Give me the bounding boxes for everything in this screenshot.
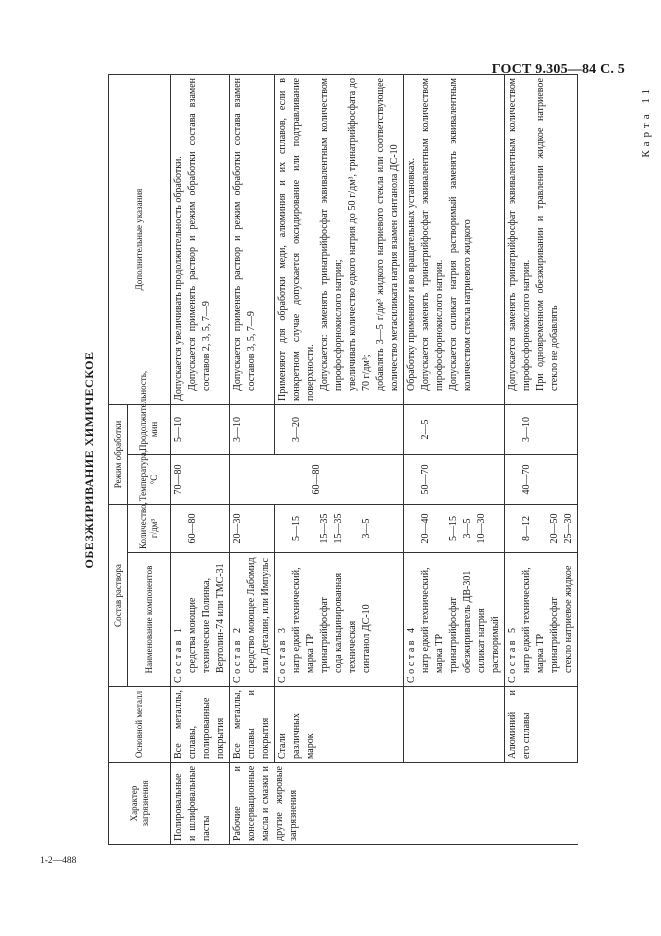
cell-metal	[404, 687, 505, 763]
rotated-page-content	[72, 75, 652, 845]
quantity: 10—30	[476, 513, 487, 544]
quantity: 15—35	[333, 513, 344, 544]
cell-quantity	[404, 505, 505, 553]
component: сода кальцинированная техническая	[333, 572, 358, 673]
component: средства моющие технические Полинка, Вертолин-74 или ТМС-31	[187, 563, 226, 673]
note: добавлять 3—5 г/дм³ жидкого натриевого стекла или соответствующее количество метасиликата натрия взамен синтанола ДС-10	[375, 78, 400, 391]
cell-notes	[505, 75, 578, 405]
cell-quantity	[275, 505, 404, 553]
col-metal: Основной металл	[109, 687, 171, 763]
cell-quantity	[230, 505, 275, 553]
note: Применяют для обработки меди, алюминия и их сплавов, если в конкретном случае допускается оксидирование или подтравливание поверхности.	[277, 78, 316, 401]
component: тринатрийфосфат	[319, 597, 330, 673]
table-title: ОБЕЗЖИРИВАНИЕ ХИМИЧЕСКОЕ	[82, 351, 96, 569]
component: средство моющее Лабомид или Деталин, или Импульс	[246, 557, 271, 673]
note: Допускается заменять тринатрийфосфат эквивалентным количеством пирофосфорнокислого натрия.	[420, 78, 445, 391]
note: Допускается увеличивать продолжительность обработки.	[173, 156, 184, 401]
page-header: ГОСТ 9.305—84 С. 5	[491, 62, 625, 77]
table-row	[230, 75, 275, 845]
cell-contamination: Полировальные и шлифовальные пасты	[171, 763, 230, 845]
quantity: 8—12	[521, 516, 532, 541]
component: тринатрийфосфат	[448, 597, 459, 673]
col-solution: Состав раствора	[109, 505, 128, 687]
component: синтанол ДС-10	[361, 604, 372, 673]
cell-notes	[171, 75, 230, 405]
col-temperature: Температура, °С	[128, 455, 171, 505]
quantity: 25—30	[563, 513, 574, 544]
cell-metal: Все металлы, сплавы, полированные покрытия	[171, 687, 230, 763]
cell-quantity	[171, 505, 230, 553]
note: Допускается применять раствор и режим обработки состава взамен составов 3, 5, 7—9	[232, 78, 257, 391]
col-mode: Режим обработки	[109, 405, 128, 505]
component: натр едкий технический, марка ТР	[291, 567, 316, 673]
table-row	[505, 75, 578, 845]
card-label: Карта 11	[640, 85, 652, 158]
note: Допускается применять раствор и режим обработки состава взамен составов 2, 3, 5, 7—9	[187, 78, 212, 391]
component: обезжириватель ДВ-301	[462, 570, 473, 673]
col-component: Наименование компонентов	[128, 553, 171, 687]
page-footer: 1-2—488	[40, 856, 77, 866]
table-row	[404, 75, 505, 845]
quantity: 3—5	[462, 518, 473, 539]
note: Допускается силикат натрия растворимый заменять эквивалентным количеством стекла натриевого жидкого	[448, 78, 473, 391]
cell-composition	[275, 553, 404, 687]
note: При одновременном обезжиривании и травлении жидкое натриевое стекло не добавлять	[535, 78, 560, 391]
component: натр едкий технический, марка ТР	[521, 567, 546, 673]
quantity: 3—5	[361, 518, 372, 539]
quantity: 20—50	[549, 513, 560, 544]
composition-title: Состав 1	[173, 625, 184, 683]
composition-title: Состав 4	[406, 625, 417, 683]
col-notes: Дополнительные указания	[109, 75, 171, 405]
cell-notes	[404, 75, 505, 405]
note: Обработку применяют и во вращательных установках.	[406, 158, 417, 391]
cell-notes	[230, 75, 275, 405]
quantity: 5—15	[291, 516, 302, 541]
quantity: 15—35	[319, 513, 330, 544]
quantity: 20—40	[420, 513, 431, 544]
col-quantity: Количество, г/дм³	[128, 505, 171, 553]
component: силикат натрия растворимый	[476, 608, 501, 673]
cell-duration: 3—10	[505, 405, 578, 455]
cell-temperature: 40—70	[505, 455, 578, 505]
col-contamination: Характер загрязнения	[109, 763, 171, 845]
cell-duration: 5—10	[171, 405, 230, 455]
cell-composition	[505, 553, 578, 687]
cell-temperature: 50—70	[404, 455, 505, 505]
cell-composition	[230, 553, 275, 687]
cell-metal: Все металлы, сплавы и покрытия	[230, 687, 275, 763]
cell-metal: Стали различных марок	[275, 687, 404, 763]
composition-title: Состав 3	[277, 625, 288, 683]
cell-duration: 3—20	[275, 405, 404, 455]
note: Допускается заменять тринатрийфосфат эквивалентным количеством пирофосфорнокислого натрия.	[507, 78, 532, 391]
composition-title: Состав 5	[507, 625, 518, 683]
quantity: 20—30	[232, 513, 243, 544]
quantity: 5—15	[448, 516, 459, 541]
cell-duration: 3—10	[230, 405, 275, 455]
cell-composition	[404, 553, 505, 687]
component: натр едкий технический, марка ТР	[420, 567, 445, 673]
cell-quantity	[505, 505, 578, 553]
cell-composition	[171, 553, 230, 687]
col-duration: Продолжительность, мин	[128, 405, 171, 455]
cell-contamination: Рабочие и консервационные масла и смазки и другие жировые загрязнения	[230, 763, 578, 845]
component: стекло натриевое жидкое	[563, 565, 574, 673]
cell-notes	[275, 75, 404, 405]
note: увеличивать количество едкого натрия до 50 г/дм³, тринатрийфосфата до 70 г/дм³;	[347, 78, 372, 391]
cell-temperature: 60—80	[230, 455, 404, 505]
component: тринатрийфосфат	[549, 597, 560, 673]
degreasing-table	[108, 74, 578, 845]
composition-title: Состав 2	[232, 625, 243, 683]
cell-temperature: 70—80	[171, 455, 230, 505]
cell-duration: 2—5	[404, 405, 505, 455]
table-row	[171, 75, 230, 845]
note: Допускается: заменять тринатрийфосфат эквивалентным количеством пирофосфорнокислого натрия;	[319, 78, 344, 391]
cell-metal: Алюминий и его сплавы	[505, 687, 578, 763]
quantity: 60—80	[187, 513, 198, 544]
